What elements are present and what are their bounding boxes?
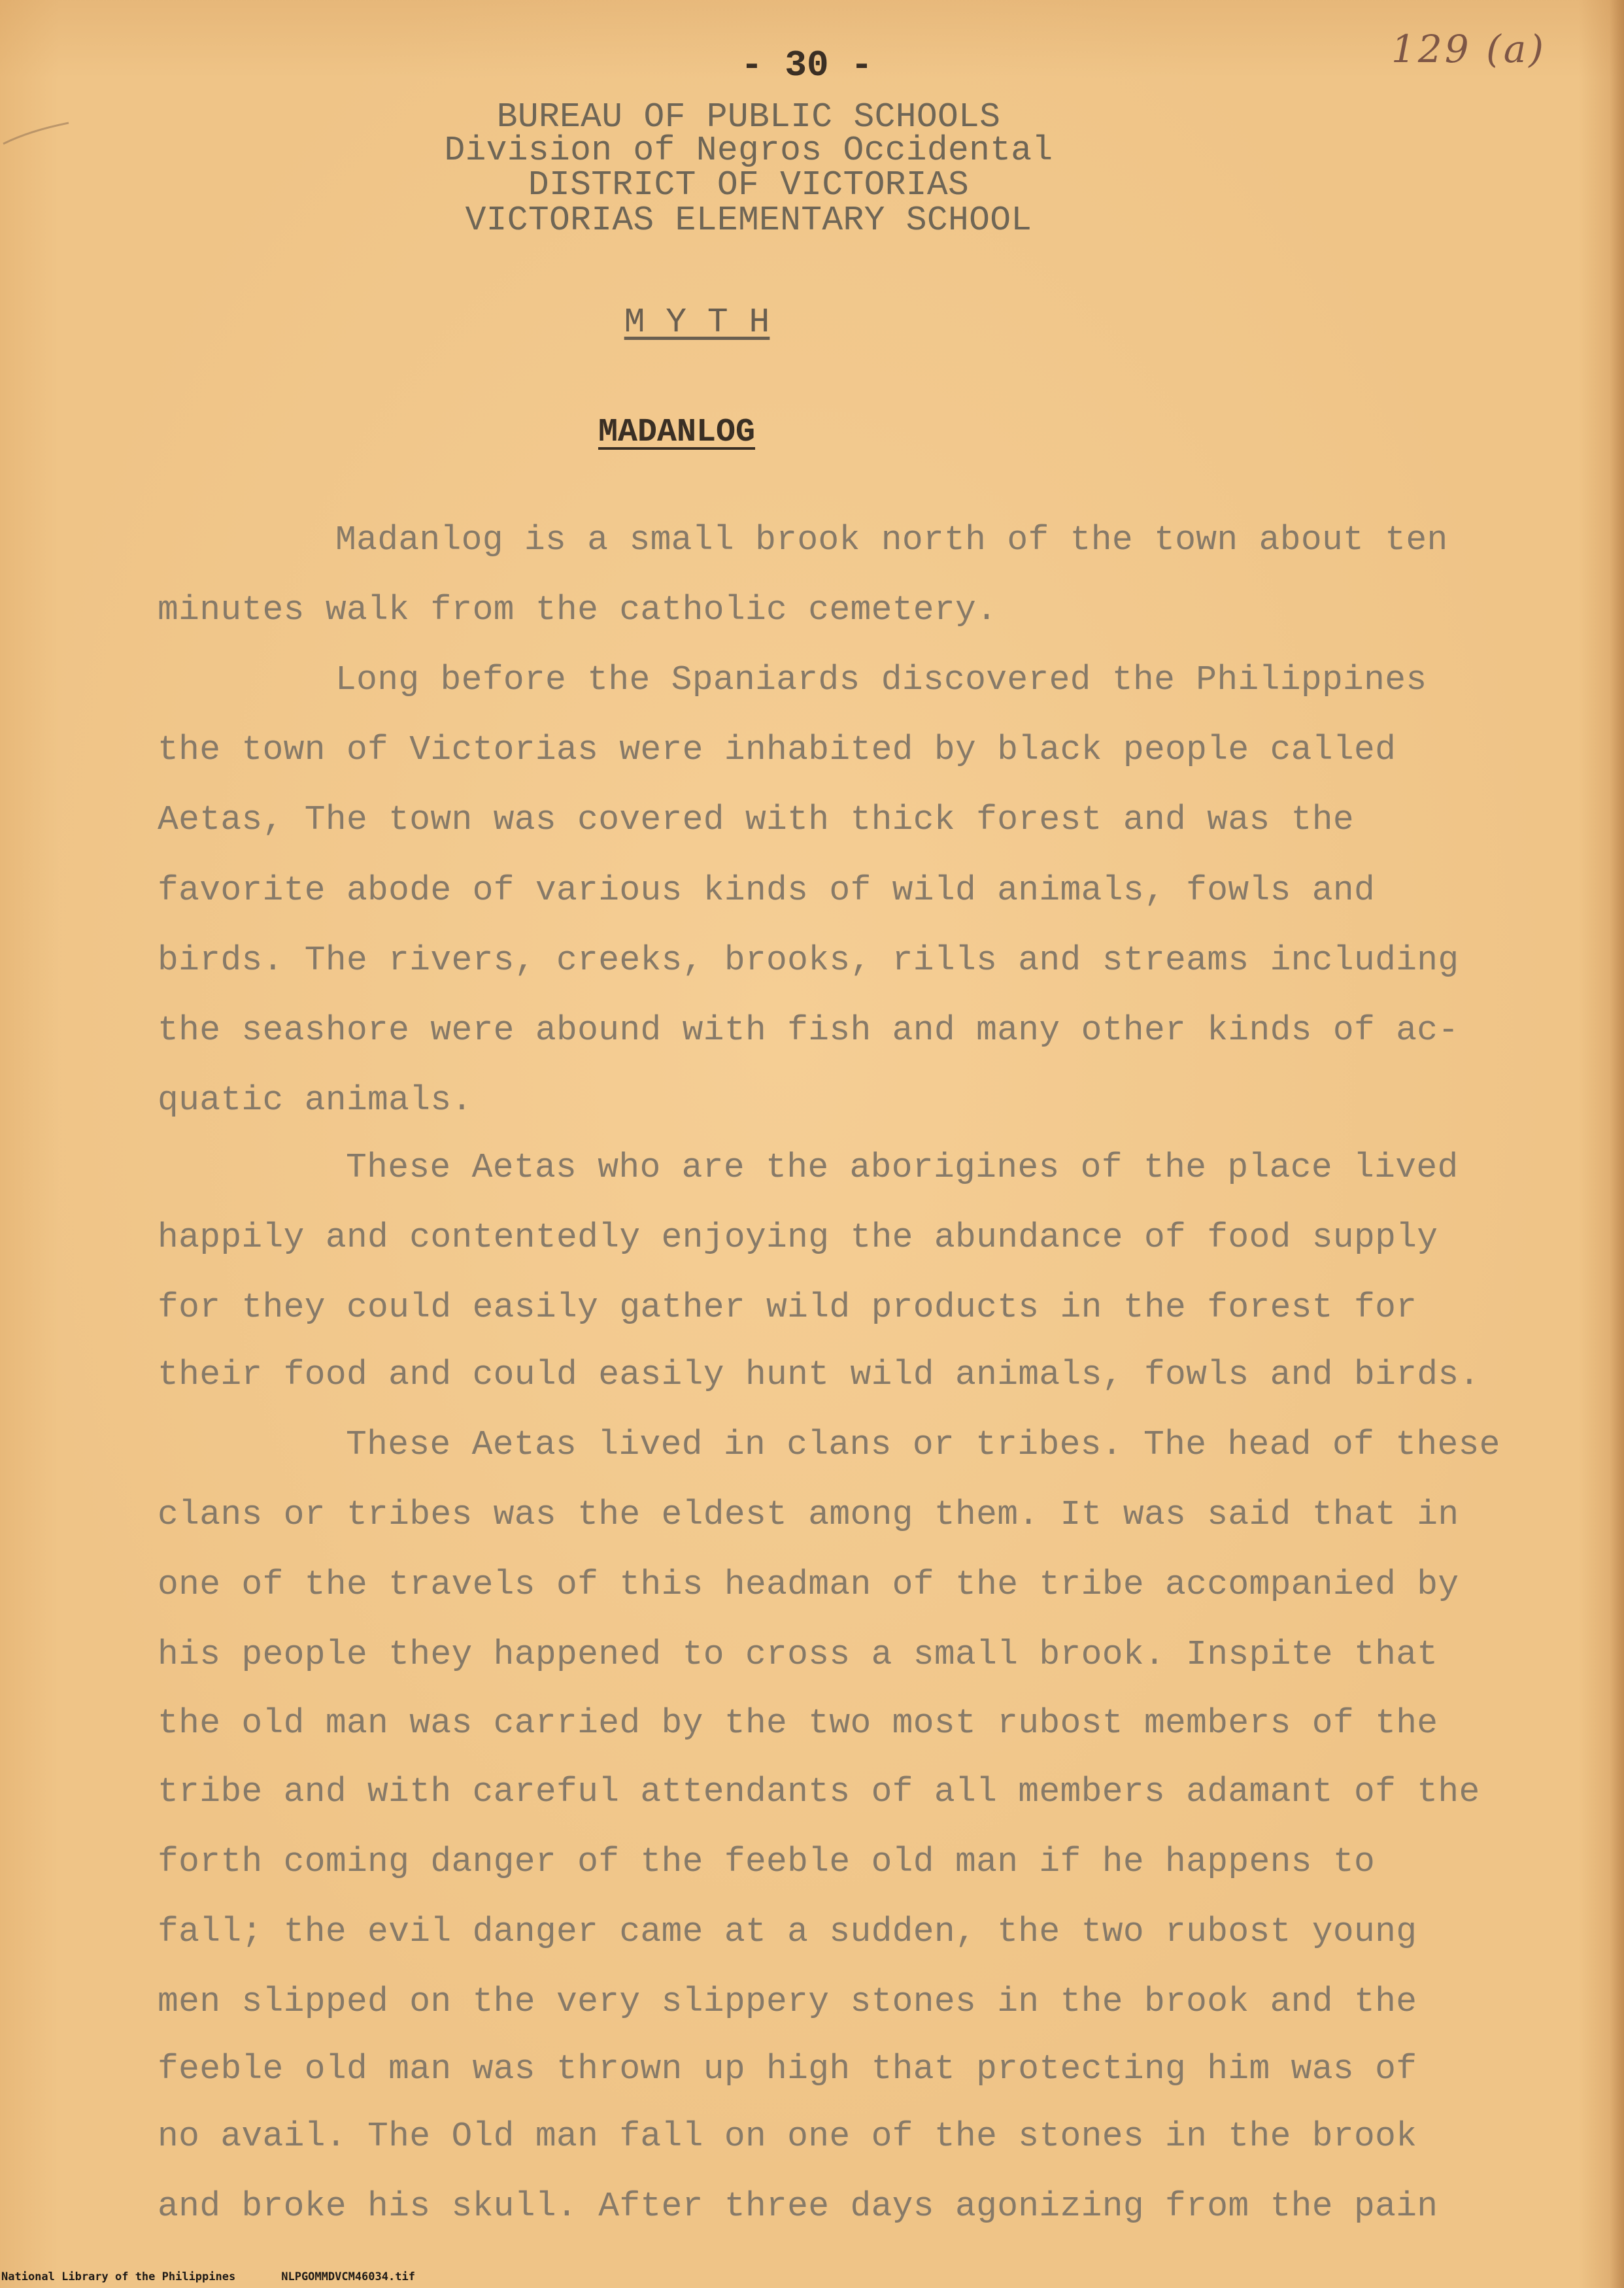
body-line: fall; the evil danger came at a sudden, the two rubost young xyxy=(158,1912,1417,1951)
body-line: men slipped on the very slippery stones in the brook and the xyxy=(158,1982,1417,2021)
scan-footer xyxy=(1,2270,415,2284)
body-line: their food and could easily hunt wild animals, fowls and birds. xyxy=(158,1355,1480,1394)
page-edge-shadow xyxy=(1610,0,1624,2288)
header-school: VICTORIAS ELEMENTARY SCHOOL xyxy=(465,201,1032,240)
body-line: clans or tribes was the eldest among them. It was said that in xyxy=(158,1495,1459,1534)
story-title: MADANLOG xyxy=(598,414,756,451)
body-line: quatic animals. xyxy=(158,1081,473,1120)
body-line: These Aetas who are the aborigines of the place lived xyxy=(346,1148,1459,1187)
footer-library: National Library of the Philippines xyxy=(1,2270,236,2283)
body-line: Madanlog is a small brook north of the town about ten xyxy=(335,520,1448,560)
body-line: one of the travels of this headman of the tribe accompanied by xyxy=(158,1565,1459,1604)
body-line: favorite abode of various kinds of wild animals, fowls and xyxy=(158,871,1376,910)
body-line: for they could easily gather wild products in the forest for xyxy=(158,1288,1417,1327)
body-line: the old man was carried by the two most rubost members of the xyxy=(158,1704,1438,1743)
body-line: tribe and with careful attendants of all members adamant of the xyxy=(158,1772,1480,1811)
footer-filename: NLPGOMMDVCM46034.tif xyxy=(281,2270,415,2283)
header-district: DISTRICT OF VICTORIAS xyxy=(528,165,970,205)
body-line: birds. The rivers, creeks, brooks, rills and streams including xyxy=(158,941,1459,980)
header-division: Division of Negros Occidental xyxy=(444,131,1053,170)
body-line: Aetas, The town was covered with thick forest and was the xyxy=(158,800,1354,839)
body-line: forth coming danger of the feeble old man if he happens to xyxy=(158,1842,1376,1881)
body-line: the town of Victorias were inhabited by black people called xyxy=(158,730,1396,769)
body-line: Long before the Spaniards discovered the Philippines xyxy=(335,660,1427,699)
body-line: feeble old man was thrown up high that protecting him was of xyxy=(158,2049,1417,2089)
handwritten-reference: 129 (a) xyxy=(1391,27,1546,71)
page-number: - 30 - xyxy=(741,44,873,86)
section-title: M Y T H xyxy=(624,303,770,342)
body-line: minutes walk from the catholic cemetery. xyxy=(158,590,998,630)
body-line: his people they happened to cross a small brook. Inspite that xyxy=(158,1635,1438,1674)
header-bureau: BUREAU OF PUBLIC SCHOOLS xyxy=(496,97,1001,137)
body-line: happily and contentedly enjoying the abundance of food supply xyxy=(158,1218,1438,1257)
body-line: the seashore were abound with fish and many other kinds of ac- xyxy=(158,1011,1459,1050)
body-line: These Aetas lived in clans or tribes. The head of these xyxy=(346,1425,1500,1464)
body-line: and broke his skull. After three days agonizing from the pain xyxy=(158,2187,1438,2226)
body-line: no avail. The Old man fall on one of the stones in the brook xyxy=(158,2117,1417,2156)
